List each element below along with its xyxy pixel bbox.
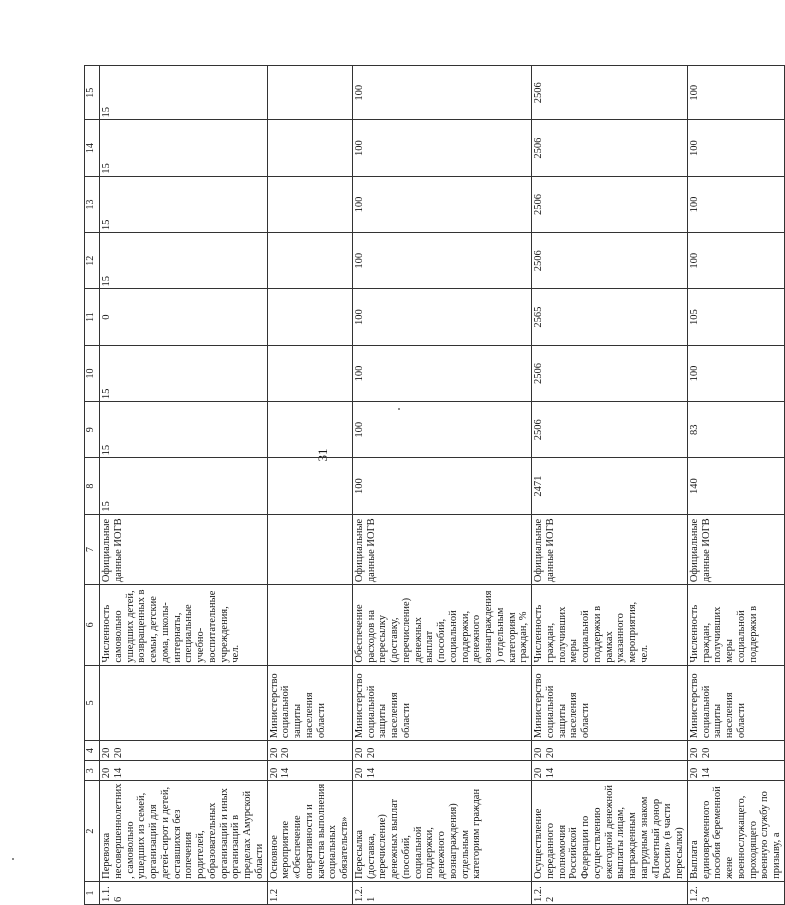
header-cell: 1: [85, 881, 100, 904]
row-name: Основное мероприятие «Обеспечение оперативности и качества выполнения социальных обязательств»: [267, 781, 352, 882]
table-row: [687, 66, 784, 905]
row-value: [267, 120, 352, 176]
row-name: Пересылка (доставка, перечисление) денежных выплат (пособий, социальной поддержки, денежного вознаграждения) отдельным категориям граждан: [352, 781, 531, 882]
row-start: 2014: [532, 761, 688, 781]
row-id: 1.2.1: [352, 881, 531, 904]
row-value: [267, 66, 352, 120]
row-end: 2020: [687, 741, 784, 761]
row-value: 2506: [532, 233, 688, 289]
row-value: 100: [687, 176, 784, 232]
row-value: 2506: [532, 66, 688, 120]
row-value: 15: [100, 176, 268, 232]
row-value: [267, 176, 352, 232]
row-executor: Министерство социальной защиты населения области: [267, 665, 352, 740]
table-row: [532, 66, 688, 905]
row-value: [267, 289, 352, 345]
row-value: 100: [352, 402, 531, 458]
row-start: 2014: [687, 761, 784, 781]
row-value: 15: [100, 120, 268, 176]
row-indicator: [267, 585, 352, 665]
header-row: [85, 66, 100, 905]
header-cell: 2: [85, 781, 100, 882]
row-value: 100: [687, 120, 784, 176]
header-cell: 6: [85, 585, 100, 665]
row-executor: Министерство социальной защиты населения области: [532, 665, 688, 740]
row-value: 105: [687, 289, 784, 345]
header-cell: 4: [85, 741, 100, 761]
row-value: 100: [687, 233, 784, 289]
page-number-text: 31: [315, 448, 330, 462]
row-value: [267, 402, 352, 458]
header-cell: 13: [85, 176, 100, 232]
row-source: [267, 514, 352, 584]
row-value: 100: [352, 176, 531, 232]
row-value: 2506: [532, 120, 688, 176]
row-value: 2506: [532, 345, 688, 401]
table-row: [352, 66, 531, 905]
header-cell: 12: [85, 233, 100, 289]
row-id: 1.1.6: [100, 881, 268, 904]
row-value: 2506: [532, 402, 688, 458]
table-row: [100, 66, 268, 905]
row-indicator: Численность граждан, получивших меры социальной поддержки в: [687, 585, 784, 665]
row-start: 2014: [267, 761, 352, 781]
row-id: 1.2.2: [532, 881, 688, 904]
row-value: 100: [352, 289, 531, 345]
row-indicator: Численность самовольно ушедших детей, возвращенных в семьи, детские дома, школы-интернаты, специальные учебно-воспитательные учреждения, чел.: [100, 585, 268, 665]
row-value: [267, 458, 352, 514]
row-value: [267, 345, 352, 401]
row-source: Официальные данные ИОГВ: [532, 514, 688, 584]
row-name: Осуществление переданного полномочия Российской Федерации по осуществлению ежегодной денежной выплаты лицам, награжденным нагрудным знаком «Почетный донор России» (в части пересылки): [532, 781, 688, 882]
row-value: 100: [352, 233, 531, 289]
row-value: 83: [687, 402, 784, 458]
header-cell: 14: [85, 120, 100, 176]
row-end: 2020: [352, 741, 531, 761]
row-value: 140: [687, 458, 784, 514]
row-value: 100: [352, 120, 531, 176]
header-cell: 10: [85, 345, 100, 401]
row-value: 15: [100, 402, 268, 458]
row-value: 15: [100, 233, 268, 289]
row-value: 15: [100, 458, 268, 514]
header-cell: 9: [85, 402, 100, 458]
header-cell: 7: [85, 514, 100, 584]
header-cell: 3: [85, 761, 100, 781]
row-indicator: Численность граждан, получивших меры социальной поддержки в рамках указанного мероприятия, чел.: [532, 585, 688, 665]
header-cell: 5: [85, 665, 100, 740]
row-name: Выплата единовременного пособия беременной жене военнослужащего, проходящего военную службу по призыву, а: [687, 781, 784, 882]
row-id: 1.2: [267, 881, 352, 904]
row-value: 100: [687, 345, 784, 401]
row-id: 1.2.3: [687, 881, 784, 904]
row-end: 2020: [532, 741, 688, 761]
row-value: 15: [100, 66, 268, 120]
row-value: 100: [352, 345, 531, 401]
row-value: 100: [687, 66, 784, 120]
table-row: [267, 66, 352, 905]
header-cell: 15: [85, 66, 100, 120]
row-value: 100: [352, 66, 531, 120]
row-value: 2506: [532, 176, 688, 232]
header-cell: 8: [85, 458, 100, 514]
row-value: 100: [352, 458, 531, 514]
scan-speck: [12, 858, 14, 860]
rotated-table-wrapper: [84, 65, 782, 905]
program-measures-table: [84, 65, 785, 905]
row-end: 2020: [100, 741, 268, 761]
row-indicator: Обеспечение расходов на пересылку (доставку, перечисление) денежных выплат (пособий, социальной поддержки, денежного вознаграждения) отдельным категориям граждан, %: [352, 585, 531, 665]
row-value: 0: [100, 289, 268, 345]
row-start: 2014: [352, 761, 531, 781]
row-executor: [100, 665, 268, 740]
row-value: 2565: [532, 289, 688, 345]
row-value: 15: [100, 345, 268, 401]
row-start: 2014: [100, 761, 268, 781]
row-source: Официальные данные ИОГВ: [352, 514, 531, 584]
header-cell: 11: [85, 289, 100, 345]
row-name: Перевозка несовершеннолетних, самовольно ушедших из семей, организаций для детей-сирот и детей, оставшихся без попечения родителей, образовательных организаций и иных организаций в пределах Амурской области: [100, 781, 268, 882]
row-value: [267, 233, 352, 289]
row-executor: Министерство социальной защиты населения области: [352, 665, 531, 740]
row-end: 2020: [267, 741, 352, 761]
row-source: Официальные данные ИОГВ: [687, 514, 784, 584]
row-source: Официальные данные ИОГВ: [100, 514, 268, 584]
row-executor: Министерство социальной защиты населения области: [687, 665, 784, 740]
row-value: 2471: [532, 458, 688, 514]
